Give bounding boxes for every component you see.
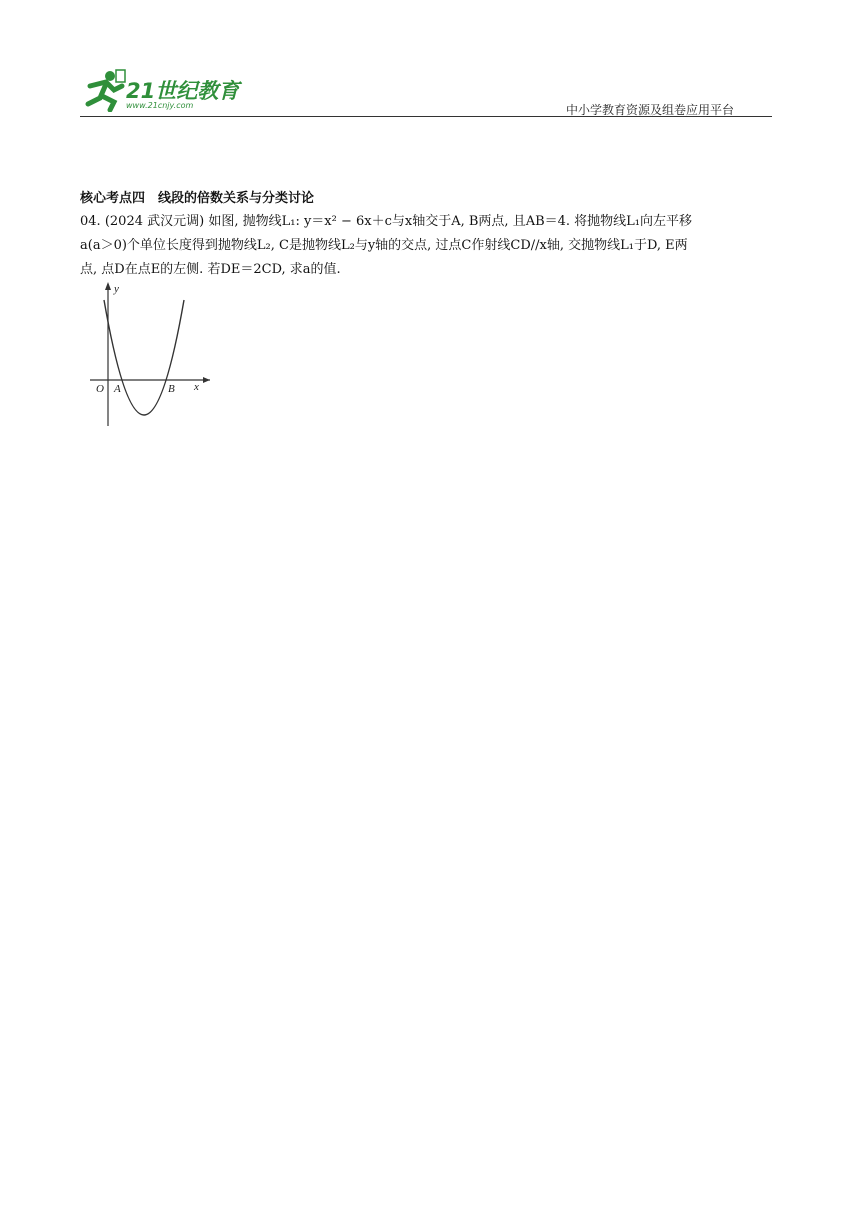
origin-label: O [96, 383, 104, 395]
point-a-label: A [114, 383, 121, 395]
x-axis-arrow-icon [203, 377, 210, 383]
logo-text: 21世纪教育 [126, 79, 240, 103]
problem-source: (2024 武汉元调) [104, 214, 205, 229]
header-divider [80, 116, 772, 117]
section-title: 核心考点四 线段的倍数关系与分类讨论 [80, 191, 315, 206]
y-axis-arrow-icon [105, 282, 111, 290]
runner-logo-icon [80, 68, 126, 112]
parabola-figure [88, 280, 218, 430]
problem-number: 04. [80, 214, 101, 229]
point-b-label: B [168, 383, 175, 395]
y-label: y [114, 283, 119, 295]
problem-line-2: a(a＞0)个单位长度得到抛物线L₂, C是抛物线L₂与y轴的交点, 过点C作射线CD//x轴, 交抛物线L₁于D, E两 [80, 238, 688, 253]
page-header [80, 68, 772, 118]
problem-line-1-text: 如图, 抛物线L₁: y＝x² − 6x＋c与x轴交于A, B两点, 且AB＝4. 将抛物线L₁向左平移 [208, 214, 693, 229]
parabola-curve [104, 300, 184, 415]
logo-url: www.21cnjy.com [126, 101, 194, 110]
platform-name: 中小学教育资源及组卷应用平台 [565, 103, 734, 117]
problem-line-1 [80, 210, 780, 234]
logo [80, 68, 250, 116]
problem-line-3: 点, 点D在点E的左侧. 若DE＝2CD, 求a的值. [80, 262, 341, 277]
x-label: x [194, 381, 199, 393]
problem-text [80, 210, 780, 282]
